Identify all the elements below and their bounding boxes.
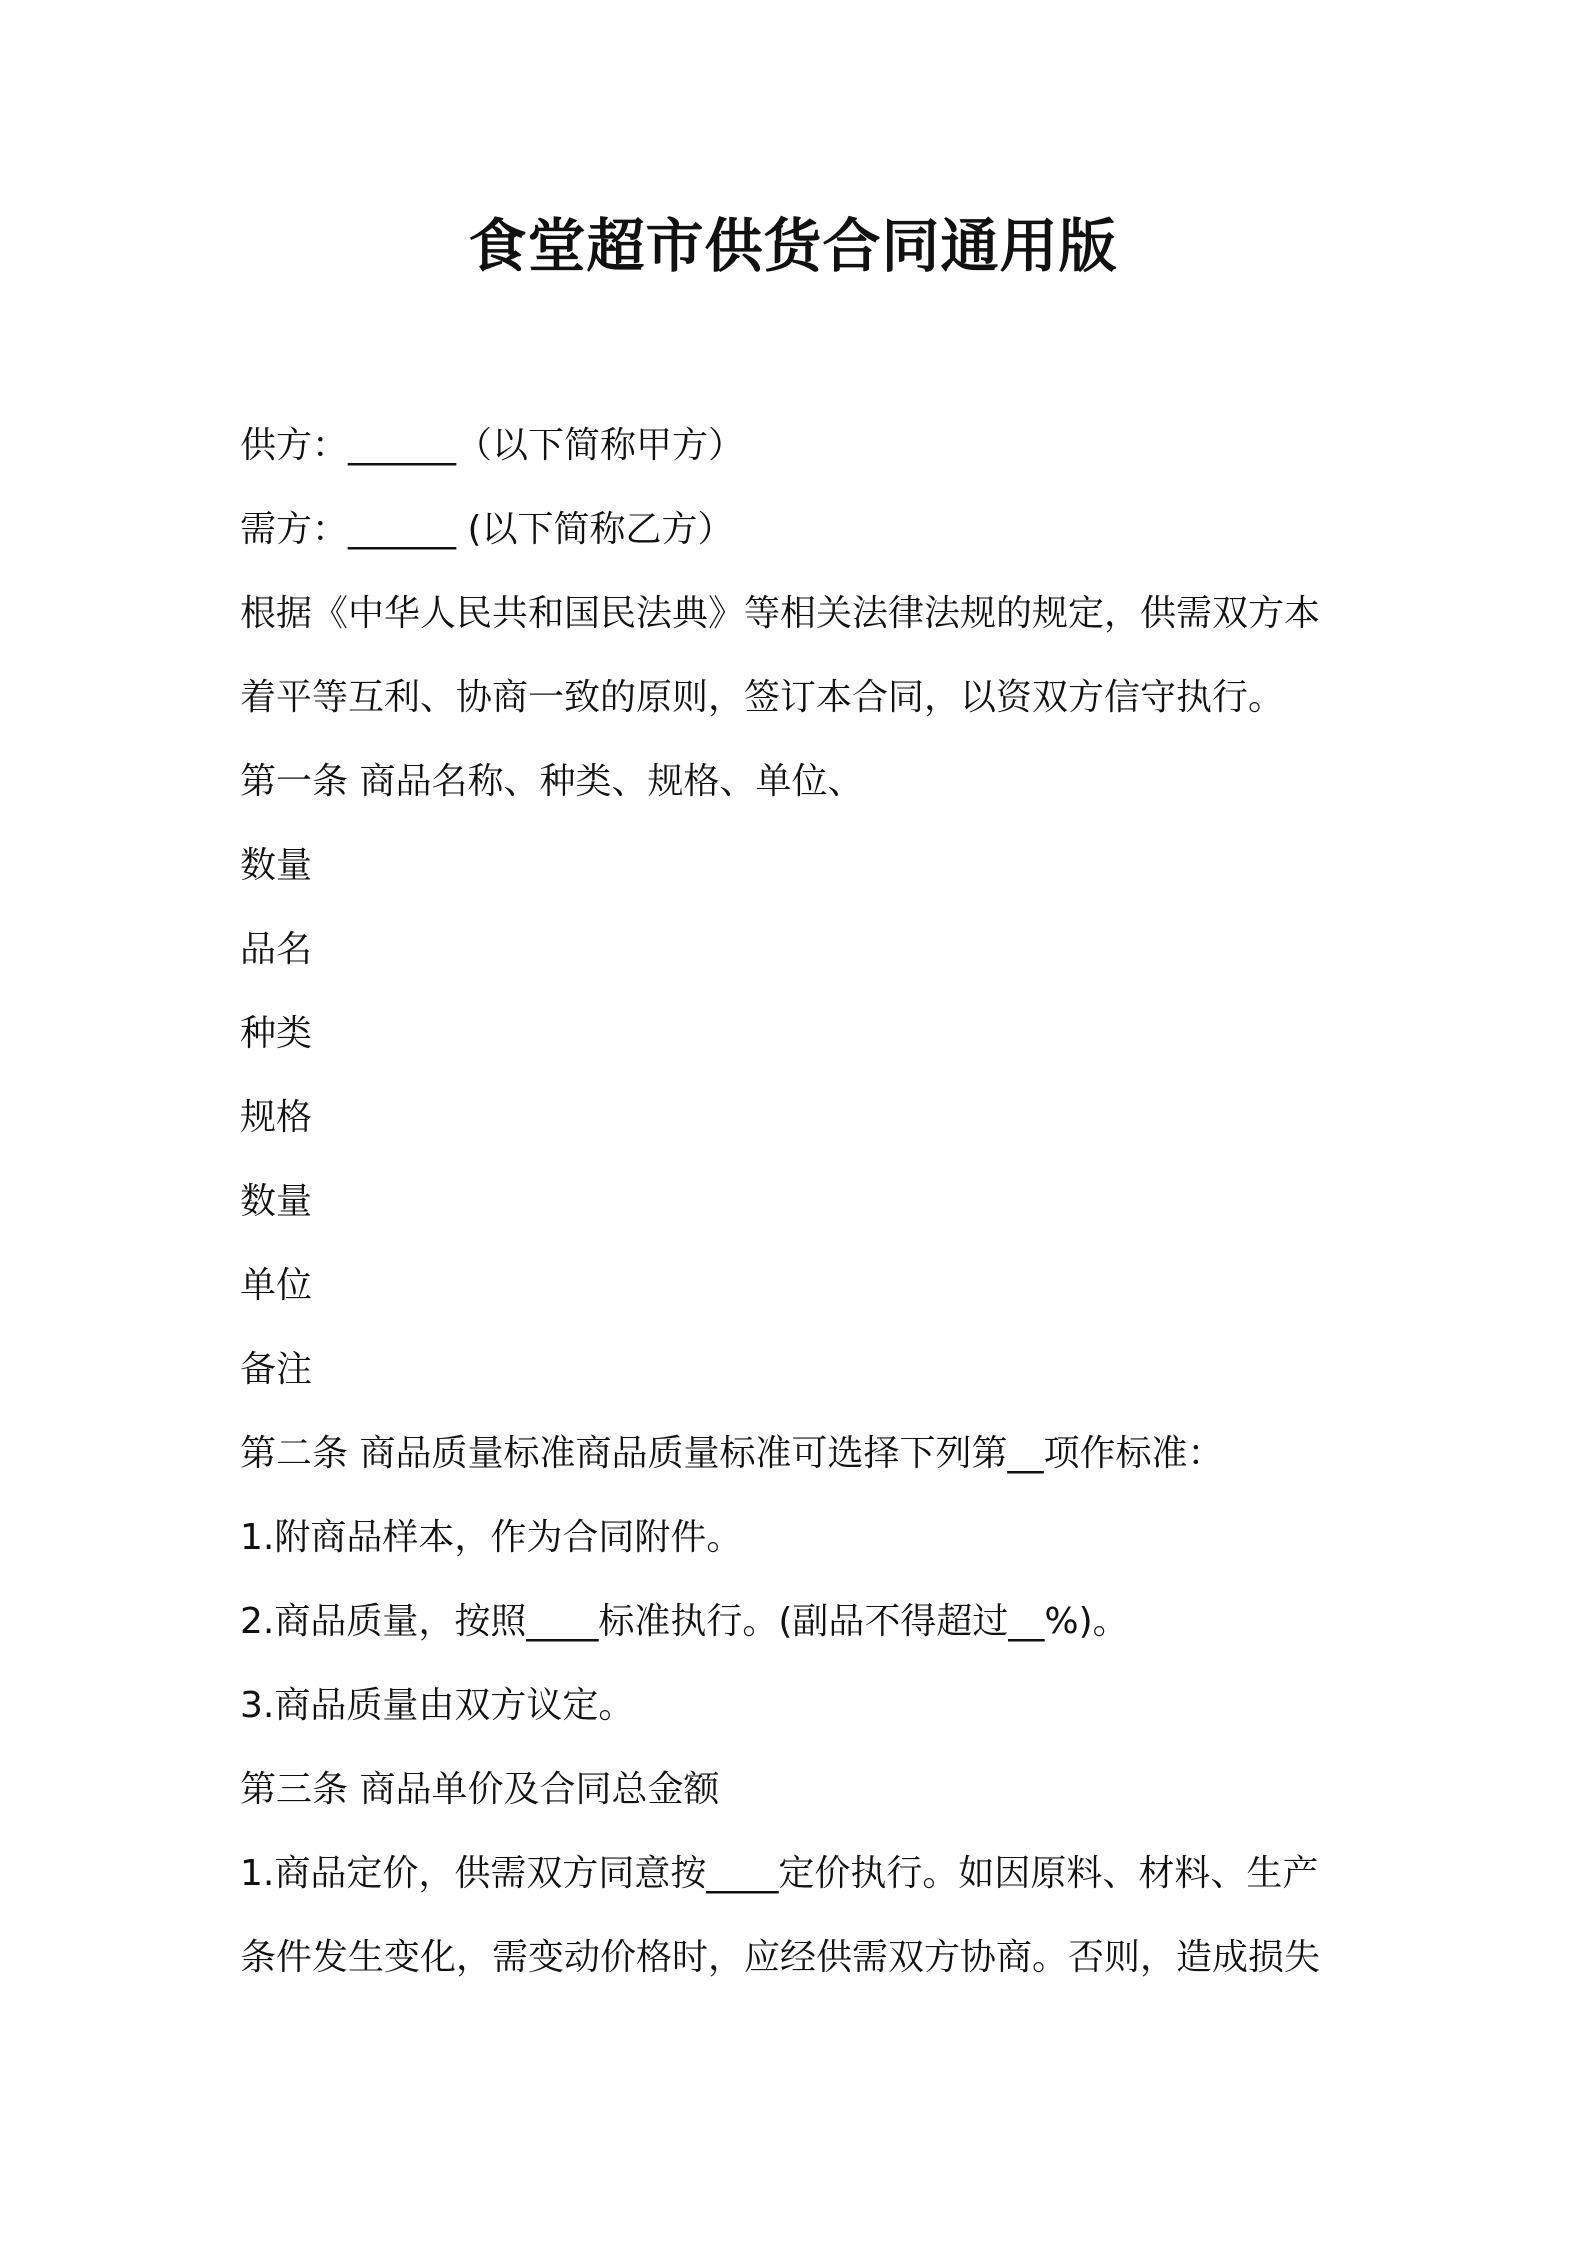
preamble-line-2: 着平等互利、协商一致的原则，签订本合同，以资双方信守执行。: [240, 677, 1285, 718]
article-3-clause-1-line-2: 条件发生变化，需变动价格时，应经供需双方协商。否则，造成损失: [240, 1937, 1321, 1978]
document-title: 食堂超市供货合同通用版: [468, 212, 1118, 280]
article-1-item-quantity: 数量: [240, 845, 313, 886]
article-3-heading: 第三条 商品单价及合同总金额: [240, 1769, 720, 1810]
article-1-item-remarks: 备注: [240, 1349, 313, 1390]
article-1-heading: 第一条 商品名称、种类、规格、单位、: [240, 761, 864, 802]
article-1-item-name: 品名: [240, 929, 313, 970]
article-1-item-unit: 单位: [240, 1265, 313, 1306]
article-2-clause-3: 3.商品质量由双方议定。: [240, 1685, 635, 1726]
preamble-line-1: 根据《中华人民共和国民法典》等相关法律法规的规定，供需双方本: [240, 593, 1321, 634]
supplier-line: 供方：______（以下简称甲方）: [240, 425, 745, 466]
article-2-heading: 第二条 商品质量标准商品质量标准可选择下列第__项作标准：: [240, 1433, 1224, 1474]
article-1-item-spec: 规格: [240, 1097, 313, 1138]
article-2-clause-1: 1.附商品样本，作为合同附件。: [240, 1517, 743, 1558]
document-body: [240, 404, 1370, 2000]
article-3-clause-1-line-1: 1.商品定价，供需双方同意按____定价执行。如因原料、材料、生产: [240, 1853, 1319, 1894]
buyer-line: 需方：______ (以下简称乙方）: [240, 509, 734, 550]
article-1-item-quantity-2: 数量: [240, 1181, 313, 1222]
article-1-item-type: 种类: [240, 1013, 313, 1054]
article-2-clause-2: 2.商品质量，按照____标准执行。(副品不得超过__%)。: [240, 1601, 1129, 1642]
